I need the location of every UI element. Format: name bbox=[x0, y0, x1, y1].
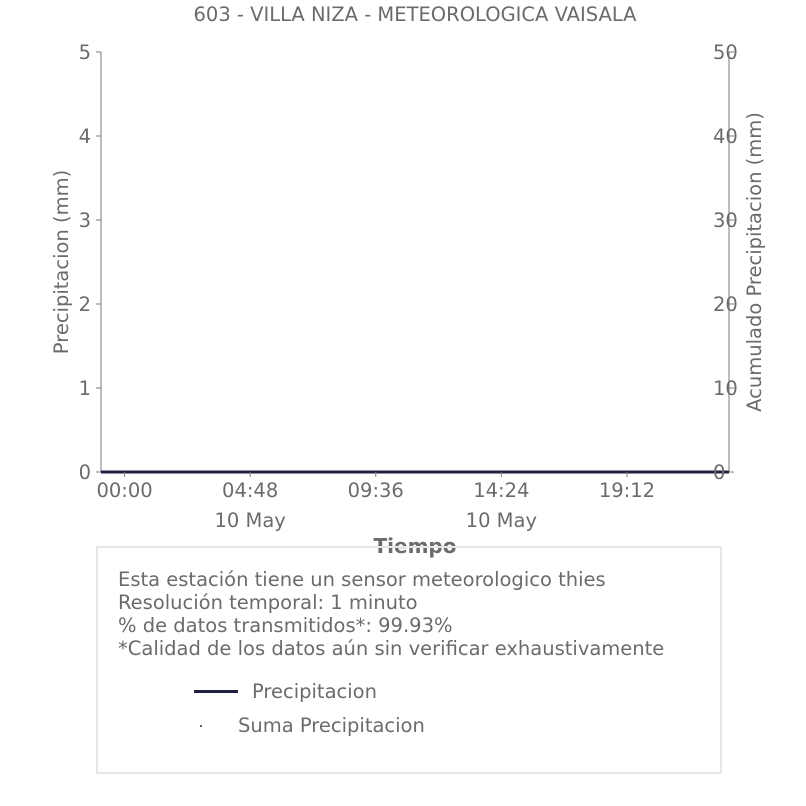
legend bbox=[118, 680, 720, 748]
y2-tick-label: 10 bbox=[713, 377, 738, 400]
y-tick-label: 2 bbox=[78, 293, 91, 316]
info-sensor-text: Esta estación tiene un sensor meteorologico thies bbox=[118, 568, 606, 591]
x-tick-label: 00:00 bbox=[96, 479, 153, 502]
x-axis-label: Tiempo bbox=[373, 534, 457, 558]
y2-tick-label: 0 bbox=[713, 461, 726, 484]
tick-layer bbox=[79, 41, 738, 532]
y2-tick-label: 30 bbox=[713, 209, 738, 232]
y2-tick-label: 20 bbox=[713, 293, 738, 316]
info-transmitted-text: % de datos transmitidos*: 99.93% bbox=[118, 614, 453, 637]
x-tick-label: 19:12 bbox=[598, 479, 656, 502]
legend-label-suma-precipitacion: Suma Precipitacion bbox=[238, 714, 425, 737]
legend-label-precipitacion: Precipitacion bbox=[252, 680, 377, 703]
legend-item-suma-precipitacion bbox=[118, 714, 720, 748]
y2-tick-label: 50 bbox=[713, 41, 738, 64]
x-tick-date-label: 10 May bbox=[465, 509, 538, 532]
x-tick-date-label: 10 May bbox=[214, 509, 286, 532]
y2-tick-label: 40 bbox=[713, 125, 738, 148]
y-tick-label: 3 bbox=[78, 209, 91, 232]
y-tick-label: 0 bbox=[78, 461, 91, 484]
info-box bbox=[96, 546, 722, 774]
legend-item-precipitacion bbox=[118, 680, 720, 714]
chart-title: 603 - VILLA NIZA - METEOROLOGICA VAISALA bbox=[193, 3, 637, 26]
legend-line-swatch bbox=[194, 690, 238, 693]
x-tick-label: 04:48 bbox=[222, 479, 279, 502]
y-tick-label: 4 bbox=[78, 125, 91, 148]
y-tick-label: 5 bbox=[78, 41, 91, 64]
info-resolution-text: Resolución temporal: 1 minuto bbox=[118, 591, 418, 614]
axes-layer bbox=[101, 52, 729, 472]
x-tick-label: 14:24 bbox=[473, 479, 530, 502]
legend-dot-swatch bbox=[200, 725, 202, 727]
y2-axis-label: Acumulado Precipitacion (mm) bbox=[743, 112, 766, 412]
info-quality-note: *Calidad de los datos aún sin verificar exhaustivamente bbox=[118, 637, 665, 660]
y-axis-label: Precipitacion (mm) bbox=[50, 169, 73, 355]
y-tick-label: 1 bbox=[78, 377, 91, 400]
x-tick-label: 09:36 bbox=[347, 479, 404, 502]
